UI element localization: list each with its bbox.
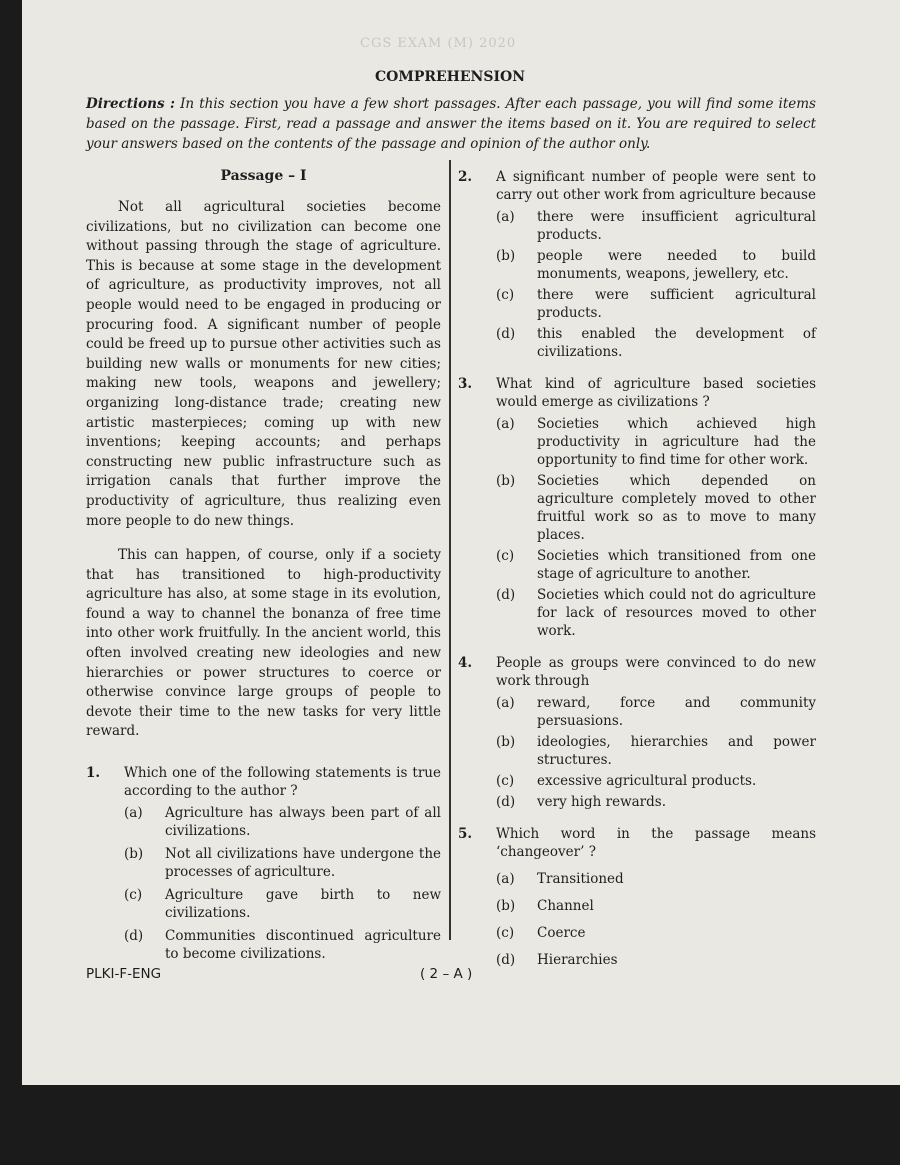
option-label: (d) bbox=[124, 928, 144, 945]
option-text: very high rewards. bbox=[537, 794, 666, 810]
question-number: 1. bbox=[86, 765, 101, 782]
column-divider bbox=[449, 160, 451, 940]
option-d[interactable] bbox=[496, 793, 816, 811]
option-b[interactable] bbox=[496, 733, 816, 769]
option-a[interactable] bbox=[496, 694, 816, 730]
option-text: this enabled the development of civilizations. bbox=[537, 326, 816, 360]
option-c[interactable] bbox=[496, 286, 816, 322]
option-text: excessive agricultural products. bbox=[537, 773, 757, 789]
option-text: Societies which achieved high productivity in agriculture had the opportunity to find time for other work. bbox=[537, 416, 816, 468]
question-2 bbox=[458, 168, 816, 364]
option-label: (a) bbox=[496, 695, 515, 711]
option-text: Societies which could not do agriculture for lack of resources moved to other work. bbox=[537, 587, 816, 639]
option-a[interactable] bbox=[124, 804, 441, 840]
option-label: (b) bbox=[496, 248, 516, 264]
question-number: 4. bbox=[458, 655, 473, 671]
option-text: Hierarchies bbox=[537, 952, 618, 968]
option-label: (b) bbox=[124, 846, 144, 863]
directions-text: In this section you have a few short passages. After each passage, you will find some items based on the passage. First, read a passage and answer the items based on it. You are required to select your answers based on the contents of the passage and opinion of the author only. bbox=[86, 96, 816, 152]
option-d[interactable] bbox=[496, 325, 816, 361]
question-text: Which one of the following statements is true according to the author ? bbox=[124, 765, 441, 800]
option-text: there were sufficient agricultural products. bbox=[537, 287, 816, 321]
option-label: (c) bbox=[124, 887, 143, 904]
option-b[interactable] bbox=[496, 247, 816, 283]
option-text: Agriculture gave birth to new civilizations. bbox=[165, 887, 441, 922]
option-b[interactable] bbox=[496, 472, 816, 544]
question-text: A significant number of people were sent to carry out other work from agriculture because bbox=[496, 169, 816, 203]
question-3 bbox=[458, 375, 816, 643]
show-through-text: CGS EXAM (M) 2020 bbox=[360, 36, 517, 51]
question-number: 3. bbox=[458, 376, 473, 392]
option-text: reward, force and community persuasions. bbox=[537, 695, 816, 729]
option-b[interactable] bbox=[124, 845, 441, 881]
option-d[interactable] bbox=[124, 927, 441, 963]
passage-title: Passage – I bbox=[220, 168, 307, 184]
option-label: (d) bbox=[496, 587, 516, 603]
question-1 bbox=[86, 764, 441, 968]
option-label: (a) bbox=[496, 209, 515, 225]
option-label: (c) bbox=[496, 773, 515, 789]
option-label: (b) bbox=[496, 734, 516, 750]
option-a[interactable] bbox=[496, 208, 816, 244]
option-text: Agriculture has always been part of all civilizations. bbox=[165, 805, 441, 840]
directions bbox=[86, 94, 816, 154]
question-4 bbox=[458, 654, 816, 814]
section-heading: COMPREHENSION bbox=[374, 69, 525, 85]
question-text: What kind of agriculture based societies would emerge as civilizations ? bbox=[496, 376, 816, 410]
option-label: (b) bbox=[496, 473, 516, 489]
option-label: (a) bbox=[496, 871, 515, 887]
passage-paragraph-1: Not all agricultural societies become civilizations, but no civilization can become one without passing through the stage of agriculture. This is because at some stage in the development of agriculture, as productivity improves, not all people would need to be engaged in producing or procuring food. A significant number of people could be freed up to pursue other activities such as building new walls or monuments for new cities; making new tools, weapons and jewellery; organizing long-distance trade; creating new artistic masterpieces; coming up with new inventions; keeping accounts; and perhaps constructing new public infrastructure such as irrigation canals that further improve the productivity of agriculture, thus realizing even more people to do new things. bbox=[86, 199, 441, 529]
option-label: (a) bbox=[496, 416, 515, 432]
option-text: Transitioned bbox=[537, 871, 624, 887]
page-number: ( 2 – A ) bbox=[420, 966, 473, 982]
booklet-code: PLKI-F-ENG bbox=[86, 966, 162, 982]
option-d[interactable] bbox=[496, 951, 816, 969]
option-label: (d) bbox=[496, 952, 516, 968]
option-c[interactable] bbox=[496, 924, 816, 942]
option-text: people were needed to build monuments, weapons, jewellery, etc. bbox=[537, 248, 816, 282]
option-label: (d) bbox=[496, 326, 516, 342]
option-c[interactable] bbox=[124, 886, 441, 922]
option-label: (d) bbox=[496, 794, 516, 810]
question-text: People as groups were convinced to do new work through bbox=[496, 655, 816, 689]
option-text: Communities discontinued agriculture to become civilizations. bbox=[165, 928, 441, 963]
option-a[interactable] bbox=[496, 870, 816, 888]
option-c[interactable] bbox=[496, 772, 816, 790]
option-label: (c) bbox=[496, 548, 515, 564]
option-text: Societies which transitioned from one stage of agriculture to another. bbox=[537, 548, 816, 582]
option-text: there were insufficient agricultural products. bbox=[537, 209, 816, 243]
question-5 bbox=[458, 825, 816, 978]
option-text: Societies which depended on agriculture completely moved to other fruitful work so as to move to many places. bbox=[537, 473, 816, 543]
question-number: 5. bbox=[458, 826, 473, 842]
option-b[interactable] bbox=[496, 897, 816, 915]
left-column bbox=[86, 168, 441, 976]
question-text: Which word in the passage means ‘changeover’ ? bbox=[496, 826, 816, 860]
right-column bbox=[458, 168, 816, 989]
option-c[interactable] bbox=[496, 547, 816, 583]
directions-label: Directions : bbox=[86, 96, 176, 112]
option-a[interactable] bbox=[496, 415, 816, 469]
passage-paragraph-2: This can happen, of course, only if a society that has transitioned to high-productivity agriculture has also, at some stage in its evolution, found a way to channel the bonanza of free time into other work fruitfully. In the ancient world, this often involved creating new ideologies and new hierarchies or power structures to coerce or otherwise convince large groups of people to devote their time to the new tasks for very little reward. bbox=[86, 547, 441, 740]
option-text: Coerce bbox=[537, 925, 586, 941]
question-number: 2. bbox=[458, 169, 473, 185]
option-d[interactable] bbox=[496, 586, 816, 640]
option-text: ideologies, hierarchies and power structures. bbox=[537, 734, 816, 768]
option-text: Channel bbox=[537, 898, 594, 914]
option-text: Not all civilizations have undergone the processes of agriculture. bbox=[165, 846, 441, 881]
option-label: (a) bbox=[124, 805, 143, 822]
option-label: (c) bbox=[496, 925, 515, 941]
option-label: (b) bbox=[496, 898, 516, 914]
option-label: (c) bbox=[496, 287, 515, 303]
